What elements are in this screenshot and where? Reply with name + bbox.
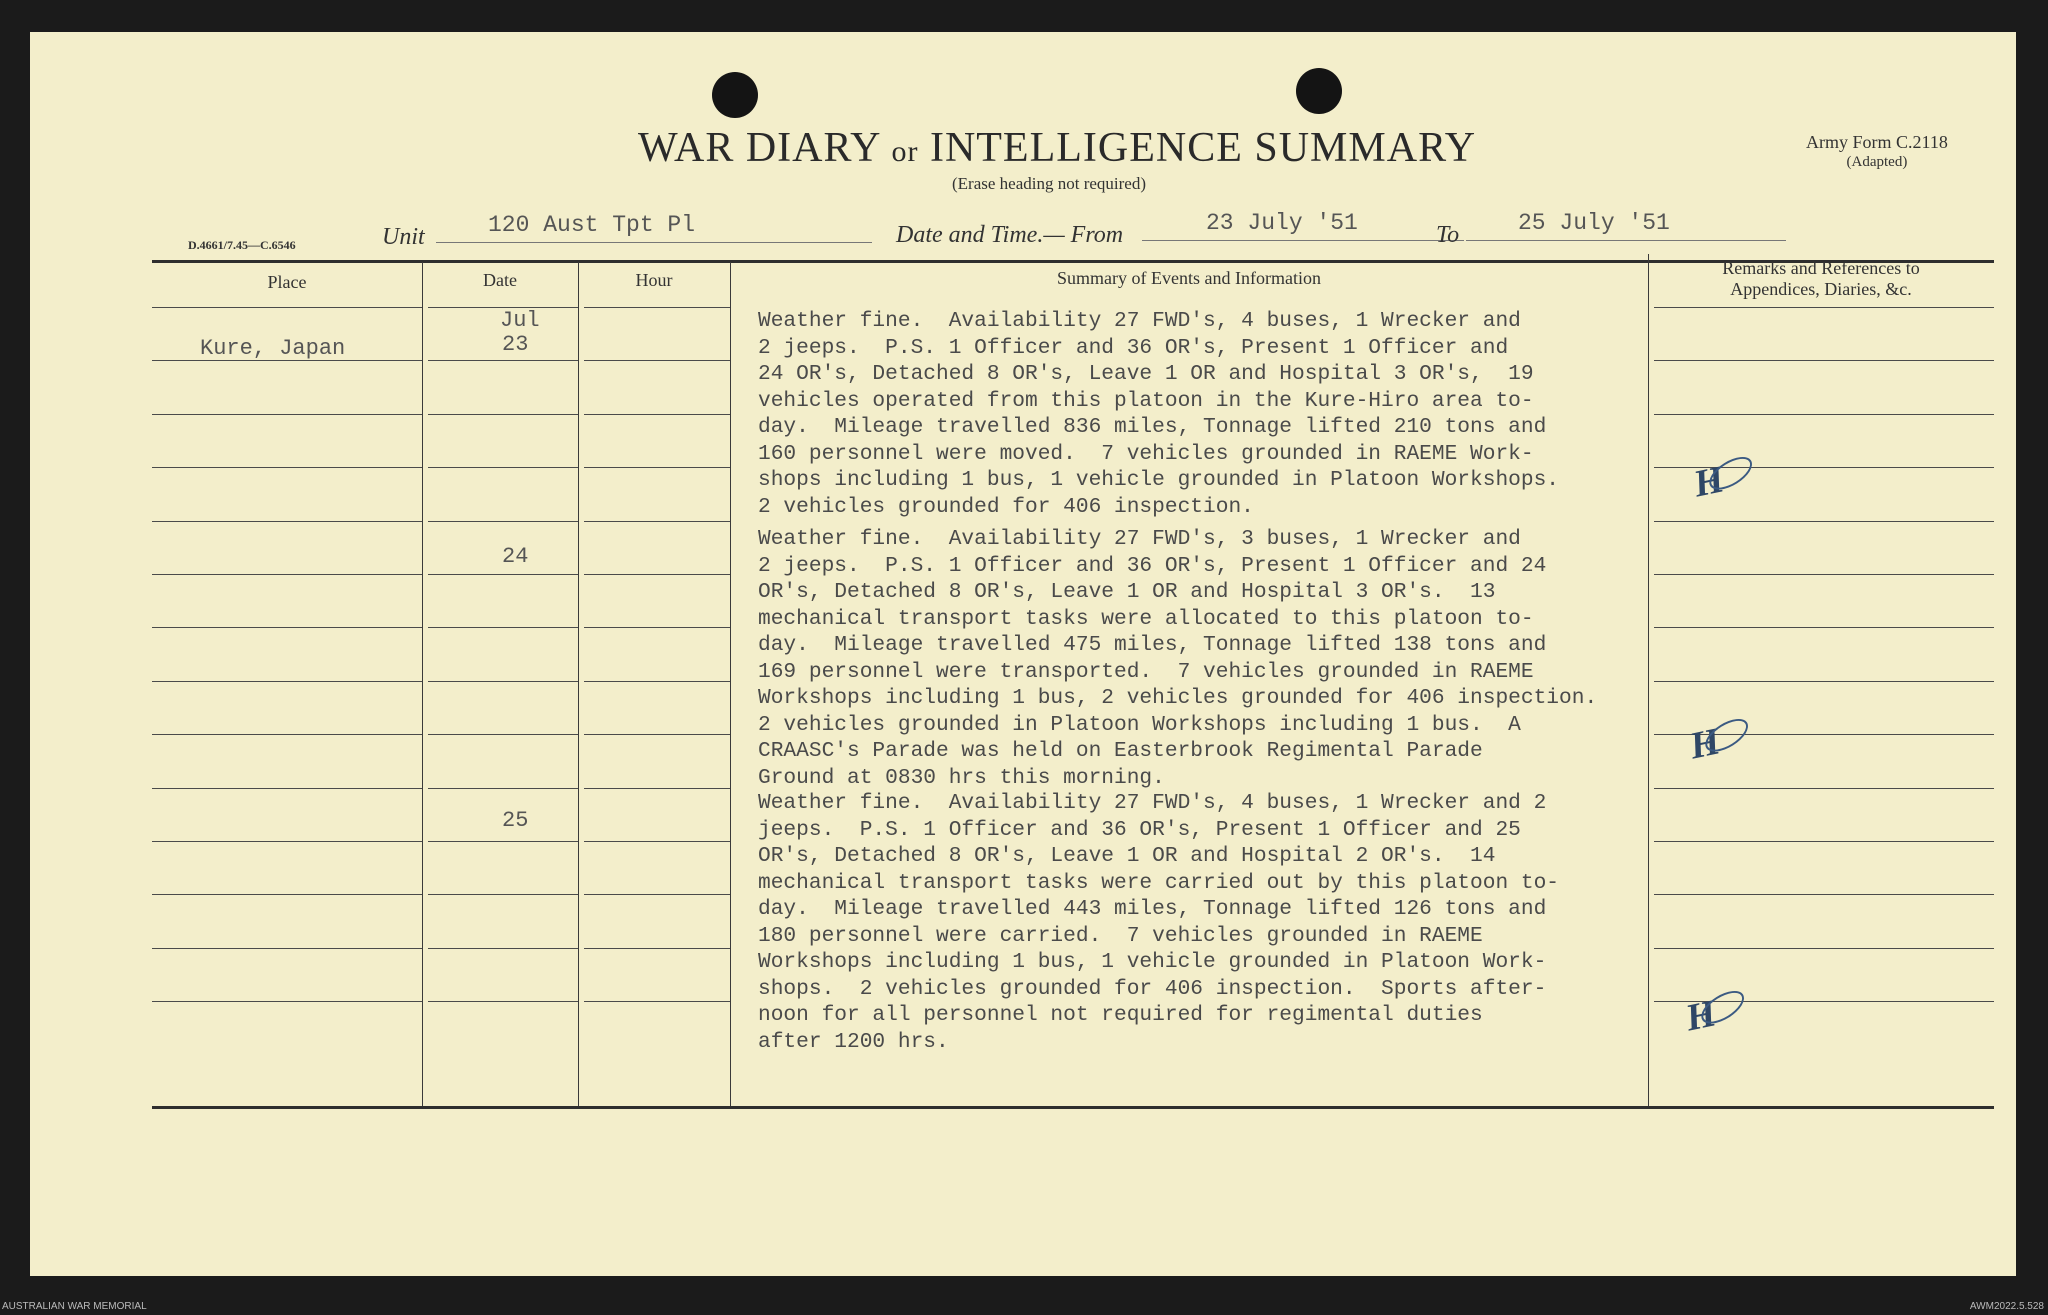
ruled-line <box>1654 307 1994 308</box>
ruled-line <box>1654 681 1994 682</box>
ruled-line <box>152 788 422 789</box>
ruled-line <box>152 948 422 949</box>
ruled-line <box>584 734 730 735</box>
place-column-header: Place <box>267 272 307 292</box>
remarks-column-header <box>1648 258 1994 300</box>
footer-credit: AUSTRALIAN WAR MEMORIAL <box>2 1301 147 1312</box>
ruled-line <box>428 627 578 628</box>
ruled-line <box>584 1001 730 1002</box>
ruled-line <box>584 574 730 575</box>
table-bottom-rule <box>152 1106 1994 1109</box>
date-from-underline <box>1142 240 1464 241</box>
summary-line: Weather fine. Availability 27 FWD's, 3 buses, 1 Wrecker and <box>758 527 1521 551</box>
ruled-line <box>584 841 730 842</box>
summary-line: Ground at 0830 hrs this morning. <box>758 765 1165 790</box>
ruled-line <box>428 467 578 468</box>
ruled-line <box>1654 574 1994 575</box>
page-subtitle: (Erase heading not required) <box>952 174 1146 193</box>
summary-line: shops including 1 bus, 1 vehicle grounded in Platoon Workshops. <box>758 468 1560 492</box>
summary-line: 2 vehicles grounded in Platoon Workshops including 1 bus. A <box>758 712 1521 737</box>
column-divider <box>578 262 579 1106</box>
summary-line: jeeps. P.S. 1 Officer and 36 OR's, Present 1 Officer and 25 <box>758 817 1521 842</box>
ruled-line <box>1654 521 1994 522</box>
ruled-line <box>428 521 578 522</box>
summary-line: vehicles operated from this platoon in the Kure-Hiro area to- <box>758 388 1534 413</box>
ruled-line <box>584 467 730 468</box>
summary-line: 24 OR's, Detached 8 OR's, Leave 1 OR and Hospital 3 OR's, 19 <box>758 362 1534 386</box>
date-day-23: 23 <box>502 332 529 357</box>
summary-line: Weather fine. Availability 27 FWD's, 4 buses, 1 Wrecker and <box>758 309 1521 333</box>
date-column-header: Date <box>483 270 517 290</box>
summary-line: Weather fine. Availability 27 FWD's, 4 buses, 1 Wrecker and 2 <box>758 791 1547 815</box>
summary-line: OR's, Detached 8 OR's, Leave 1 OR and Hospital 3 OR's. 13 <box>758 580 1496 604</box>
summary-line: OR's, Detached 8 OR's, Leave 1 OR and Hospital 2 OR's. 14 <box>758 844 1496 868</box>
ruled-line <box>428 1001 578 1002</box>
ruled-line <box>584 627 730 628</box>
ruled-line <box>1654 841 1994 842</box>
unit-underline <box>436 242 872 243</box>
summary-line: day. Mileage travelled 836 miles, Tonnage lifted 210 tons and <box>758 415 1547 439</box>
ruled-line <box>152 414 422 415</box>
ruled-line <box>1654 414 1994 415</box>
ruled-line <box>584 894 730 895</box>
date-to-label: To <box>1436 222 1460 248</box>
ruled-line <box>152 307 422 308</box>
ruled-line <box>428 414 578 415</box>
date-to-value: 25 July '51 <box>1518 210 1670 236</box>
page-title: WAR DIARY or INTELLIGENCE SUMMARY <box>638 125 1477 171</box>
summary-line: day. Mileage travelled 443 miles, Tonnage lifted 126 tons and <box>758 897 1547 921</box>
adapted-label: (Adapted) <box>1846 154 1908 170</box>
column-divider <box>422 262 423 1106</box>
summary-line: Workshops including 1 bus, 2 vehicles grounded for 406 inspection. <box>758 686 1598 710</box>
ruled-line <box>428 360 578 361</box>
date-from-value: 23 July '51 <box>1206 210 1358 236</box>
ruled-line <box>428 894 578 895</box>
date-month: Jul <box>500 308 540 333</box>
ruled-line <box>584 948 730 949</box>
ruled-line <box>1654 627 1994 628</box>
ruled-line <box>152 627 422 628</box>
signature-initials: H <box>1686 719 1724 768</box>
ruled-line <box>428 948 578 949</box>
summary-column-header: Summary of Events and Information <box>1057 268 1321 288</box>
signature-initials: H <box>1690 457 1728 506</box>
summary-line: noon for all personnel not required for regimental duties <box>758 1003 1483 1027</box>
ruled-line <box>152 467 422 468</box>
ruled-line <box>152 841 422 842</box>
summary-line: 2 jeeps. P.S. 1 Officer and 36 OR's, Present 1 Officer and <box>758 335 1509 360</box>
ruled-line <box>584 360 730 361</box>
summary-line: after 1200 hrs. <box>758 1029 949 1054</box>
ruled-line <box>428 574 578 575</box>
unit-label: Unit <box>382 224 425 250</box>
ruled-line <box>1654 894 1994 895</box>
summary-line: mechanical transport tasks were carried out by this platoon to- <box>758 870 1560 895</box>
summary-line: 2 vehicles grounded for 406 inspection. <box>758 494 1254 519</box>
footer-reference: AWM2022.5.528 <box>1969 1301 2044 1312</box>
summary-line: 160 personnel were moved. 7 vehicles grounded in RAEME Work- <box>758 441 1534 466</box>
ruled-line <box>584 521 730 522</box>
place-kure: Kure, Japan <box>200 336 346 361</box>
summary-line: mechanical transport tasks were allocated to this platoon to- <box>758 606 1534 631</box>
ruled-line <box>584 788 730 789</box>
ruled-line <box>584 681 730 682</box>
summary-line: CRAASC's Parade was held on Easterbrook Regimental Parade <box>758 739 1483 763</box>
ruled-line <box>428 788 578 789</box>
punch-hole <box>1296 68 1342 114</box>
date-from-label: Date and Time.— From <box>896 222 1124 248</box>
punch-hole <box>712 72 758 118</box>
form-code: D.4661/7.45—C.6546 <box>188 238 296 252</box>
summary-line: 180 personnel were carried. 7 vehicles grounded in RAEME <box>758 923 1483 948</box>
hour-column-header: Hour <box>635 270 673 290</box>
ruled-line <box>584 414 730 415</box>
summary-line: 2 jeeps. P.S. 1 Officer and 36 OR's, Present 1 Officer and 24 <box>758 553 1547 578</box>
summary-line: 169 personnel were transported. 7 vehicles grounded in RAEME <box>758 659 1534 684</box>
army-form-label: Army Form C.2118 <box>1806 132 1948 152</box>
ruled-line <box>152 894 422 895</box>
summary-line: Workshops including 1 bus, 1 vehicle grounded in Platoon Work- <box>758 950 1547 974</box>
column-divider <box>730 262 731 1106</box>
column-divider <box>1648 254 1649 1106</box>
summary-line: shops. 2 vehicles grounded for 406 inspection. Sports after- <box>758 976 1547 1001</box>
ruled-line <box>152 521 422 522</box>
ruled-line <box>152 1001 422 1002</box>
ruled-line <box>152 734 422 735</box>
army-form-number <box>1806 132 1948 172</box>
unit-value: 120 Aust Tpt Pl <box>488 212 696 238</box>
date-day-25: 25 <box>502 808 529 833</box>
remarks-header-line: Remarks and References to <box>1722 258 1920 278</box>
ruled-line <box>152 681 422 682</box>
summary-line: day. Mileage travelled 475 miles, Tonnage lifted 138 tons and <box>758 633 1547 657</box>
date-to-underline <box>1466 240 1786 241</box>
ruled-line <box>152 574 422 575</box>
remarks-header-line: Appendices, Diaries, &c. <box>1730 279 1912 299</box>
signature-initials: H <box>1682 991 1720 1040</box>
ruled-line <box>428 681 578 682</box>
ruled-line <box>584 307 730 308</box>
ruled-line <box>428 734 578 735</box>
ruled-line <box>1654 788 1994 789</box>
ruled-line <box>1654 948 1994 949</box>
ruled-line <box>1654 360 1994 361</box>
date-day-24: 24 <box>502 544 529 569</box>
ruled-line <box>428 841 578 842</box>
diary-page <box>30 32 2016 1276</box>
